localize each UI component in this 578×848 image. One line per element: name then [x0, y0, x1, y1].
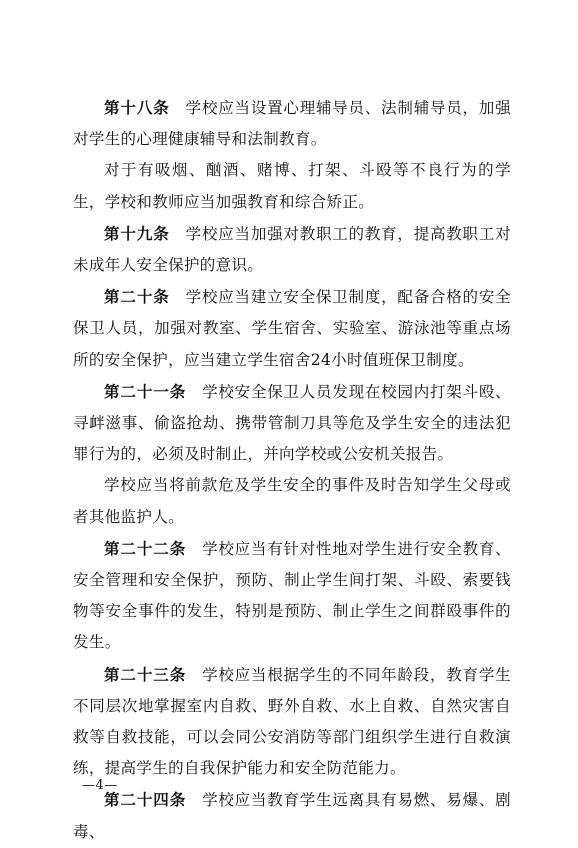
paragraph-article-24 — [73, 784, 511, 847]
paragraph-article-18-cont — [73, 155, 511, 217]
article-number: 第二十一条 — [104, 381, 187, 401]
paragraph-text: 学校应当建立安全保卫制度，配备合格的安全保卫人员，加强对教室、学生宿舍、实验室、游泳池等重点场所的安全保护，应当建立学生宿舍24小时值班保卫制度。 — [73, 288, 511, 369]
page-number: —4— — [82, 778, 118, 793]
paragraph-text: 学校应当根据学生的不同年龄段，教育学生不同层次地掌握室内自救、野外自救、水上自救、自然灾害自救等自救技能，可以会同公安消防等部门组织学生进行自救演练，提高学生的自我保护能力和安全防范能力。 — [73, 665, 511, 778]
paragraph-article-18 — [73, 92, 511, 155]
paragraph-article-22 — [73, 533, 511, 659]
article-number: 第二十三条 — [104, 664, 187, 684]
paragraph-article-20 — [73, 281, 511, 376]
article-number: 第二十二条 — [104, 538, 187, 558]
paragraph-article-19 — [73, 218, 511, 281]
paragraph-text: 学校应当将前款危及学生安全的事件及时告知学生父母或者其他监护人。 — [73, 476, 511, 526]
document-body — [73, 92, 511, 848]
article-number: 第二十四条 — [104, 790, 187, 810]
paragraph-text: 学校应当教育学生远离具有易燃、易爆、剧毒、 — [73, 791, 511, 841]
paragraph-text: 学校安全保卫人员发现在校园内打架斗殴、寻衅滋事、偷盗抢劫、携带管制刀具等危及学生安全的违法犯罪行为的，必须及时制止，并向学校或公安机关报告。 — [73, 382, 511, 464]
paragraph-article-23 — [73, 659, 511, 785]
paragraph-text: 学校应当有针对性地对学生进行安全教育、安全管理和安全保护，预防、制止学生间打架、斗殴、索要钱物等安全事件的发生，特别是预防、制止学生之间群殴事件的发生。 — [73, 539, 511, 652]
paragraph-text: 学校应当加强对教职工的教育，提高教职工对未成年人安全保护的意识。 — [73, 224, 511, 275]
article-number: 第二十条 — [104, 287, 170, 307]
paragraph-article-21-cont — [73, 470, 511, 532]
article-number: 第十八条 — [104, 98, 170, 117]
article-number: 第十九条 — [104, 223, 170, 243]
paragraph-text: 对于有吸烟、酗酒、赌博、打架、斗殴等不良行为的学生，学校和教师应当加强教育和综合矫正。 — [73, 161, 511, 211]
paragraph-text: 学校应当设置心理辅导员、法制辅导员，加强对学生的心理健康辅导和法制教育。 — [73, 99, 511, 149]
paragraph-article-21 — [73, 376, 511, 471]
